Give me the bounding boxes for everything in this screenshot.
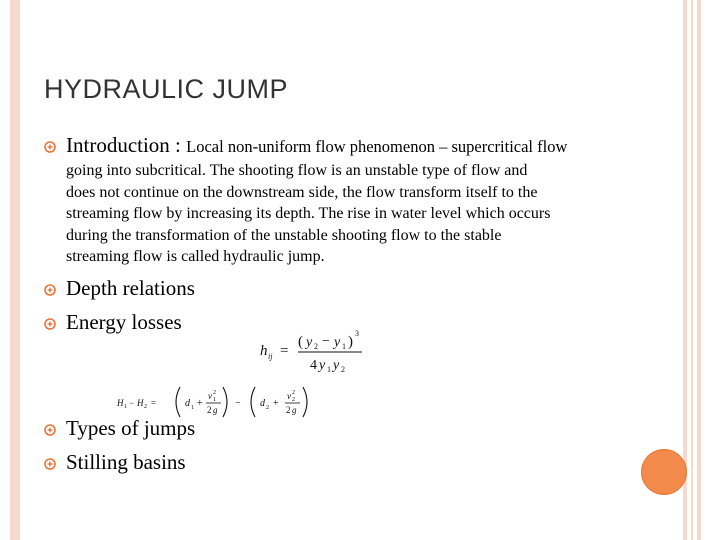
intro-body — [66, 160, 646, 268]
bullet-depth-relations: Depth relations — [66, 276, 195, 300]
svg-text:2: 2 — [266, 405, 269, 411]
intro-heading: Introduction : — [66, 133, 187, 157]
bullet-icon — [44, 458, 56, 470]
bullet-stilling-basins: Stilling basins — [66, 450, 186, 474]
svg-text:=: = — [151, 398, 157, 408]
svg-text:y: y — [319, 358, 326, 373]
svg-text:−: − — [129, 398, 135, 408]
svg-text:g: g — [292, 405, 297, 415]
svg-text:y: y — [333, 358, 340, 373]
svg-text:h: h — [260, 343, 268, 359]
svg-text:(: ( — [298, 334, 303, 350]
intro-line: streaming flow is called hydraulic jump. — [66, 248, 325, 265]
svg-text:1: 1 — [191, 405, 194, 411]
svg-text:v: v — [287, 391, 291, 401]
svg-text:v: v — [208, 391, 212, 401]
intro-line: does not continue on the downstream side, the flow transform itself to the — [66, 183, 538, 201]
svg-text:2: 2 — [144, 404, 147, 410]
bullet-icon — [44, 424, 56, 436]
svg-text:−: − — [235, 398, 241, 409]
head-loss-equation — [258, 325, 378, 377]
svg-text:−: − — [322, 334, 330, 349]
bullet-icon — [44, 141, 56, 153]
svg-text:1: 1 — [327, 365, 331, 374]
svg-text:2: 2 — [314, 342, 318, 351]
svg-text:2: 2 — [213, 390, 216, 396]
svg-text:y: y — [306, 335, 313, 350]
right-decorative-stripe — [691, 0, 693, 540]
svg-text:2: 2 — [292, 390, 295, 396]
svg-text:3: 3 — [355, 329, 359, 338]
bullet-energy-losses: Energy losses — [66, 310, 182, 334]
bullet-icon — [44, 284, 56, 296]
svg-text:d: d — [185, 398, 190, 409]
intro-first-line: Local non-uniform flow phenomenon – supercritical flow — [186, 137, 568, 156]
svg-text:4: 4 — [310, 358, 317, 373]
svg-text:2: 2 — [341, 365, 345, 374]
svg-text:2: 2 — [286, 405, 291, 415]
svg-text:): ) — [348, 334, 353, 350]
svg-text:H: H — [117, 398, 124, 408]
bullet-types-of-jumps: Types of jumps — [66, 416, 196, 440]
intro-line: streaming flow by increasing its depth. The rise in water level which occurs — [66, 205, 551, 222]
svg-text:d: d — [260, 398, 265, 409]
svg-text:2: 2 — [292, 397, 295, 403]
svg-text:+: + — [197, 398, 203, 409]
svg-text:+: + — [273, 398, 279, 409]
left-decorative-stripe — [10, 0, 20, 540]
svg-text:y: y — [334, 335, 341, 350]
svg-text:2: 2 — [207, 405, 212, 415]
svg-text:1: 1 — [342, 342, 346, 351]
svg-text:1: 1 — [124, 404, 127, 410]
bullet-icon — [44, 318, 56, 330]
intro-line: going into subcritical. The shooting flow is an unstable type of flow and — [66, 162, 528, 179]
svg-text:ij: ij — [268, 352, 273, 361]
svg-text:H: H — [137, 398, 144, 408]
svg-text:1: 1 — [213, 397, 216, 403]
right-decorative-stripe — [697, 0, 701, 540]
svg-text:=: = — [280, 343, 289, 359]
intro-paragraph — [66, 133, 646, 268]
svg-text:g: g — [213, 405, 218, 415]
slide-title: HYDRAULIC JUMP — [44, 74, 289, 104]
intro-line: during the transformation of the unstable shooting flow to the stable — [66, 226, 502, 244]
decorative-orange-circle — [641, 449, 687, 495]
